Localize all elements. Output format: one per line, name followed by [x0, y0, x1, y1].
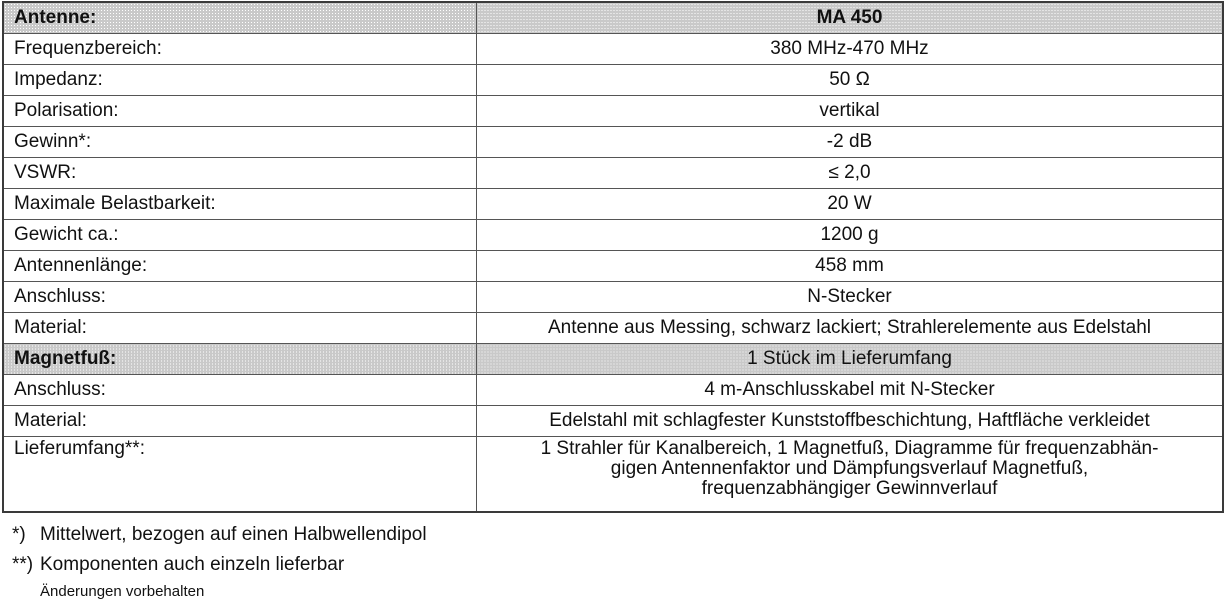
row-value: 380 MHz-470 MHz	[477, 34, 1224, 65]
row-label: Gewinn*:	[3, 127, 477, 158]
table-row	[3, 158, 1223, 189]
table-row	[3, 65, 1223, 96]
row-label: Material:	[3, 406, 477, 437]
table-row	[3, 282, 1223, 313]
footnote	[12, 550, 427, 580]
section-row-magnetfuss	[3, 344, 1223, 375]
value-line: frequenzabhängiger Gewinnverlauf	[701, 478, 998, 499]
row-label: Impedanz:	[3, 65, 477, 96]
table-row	[3, 127, 1223, 158]
disclaimer: Änderungen vorbehalten	[40, 582, 205, 600]
row-value: 458 mm	[477, 251, 1224, 282]
footnote-text: Mittelwert, bezogen auf einen Halbwellendipol	[40, 524, 427, 545]
table-row	[3, 189, 1223, 220]
spec-table	[2, 1, 1224, 513]
row-value: 1 Stück im Lieferumfang	[477, 344, 1224, 375]
table-row	[3, 406, 1223, 437]
section-row-antenne	[3, 2, 1223, 34]
footnote	[12, 520, 427, 550]
row-value: 1200 g	[477, 220, 1224, 251]
row-label: Lieferumfang**:	[3, 437, 477, 513]
table-row	[3, 96, 1223, 127]
row-value: 4 m-Anschlusskabel mit N-Stecker	[477, 375, 1224, 406]
row-label: Polarisation:	[3, 96, 477, 127]
footnotes	[12, 520, 427, 602]
table-row	[3, 251, 1223, 282]
value-line: 1 Strahler für Kanalbereich, 1 Magnetfuß, Diagramme für frequenzabhän-	[540, 438, 1159, 459]
row-value: Edelstahl mit schlagfester Kunststoffbeschichtung, Haftfläche verkleidet	[477, 406, 1224, 437]
footnote-text: Komponenten auch einzeln lieferbar	[40, 554, 345, 575]
row-value: vertikal	[477, 96, 1224, 127]
table-row	[3, 220, 1223, 251]
row-label: Antennenlänge:	[3, 251, 477, 282]
footnote-mark: *)	[12, 524, 26, 545]
row-label: VSWR:	[3, 158, 477, 189]
table-row-lieferumfang	[3, 437, 1223, 513]
row-label: Anschluss:	[3, 375, 477, 406]
row-label: Anschluss:	[3, 282, 477, 313]
row-value: MA 450	[477, 2, 1224, 34]
row-value: 50 Ω	[477, 65, 1224, 96]
row-value: 20 W	[477, 189, 1224, 220]
row-label: Antenne:	[3, 2, 477, 34]
row-label: Maximale Belastbarkeit:	[3, 189, 477, 220]
row-value: -2 dB	[477, 127, 1224, 158]
row-value	[477, 437, 1224, 513]
row-value: N-Stecker	[477, 282, 1224, 313]
row-label: Gewicht ca.:	[3, 220, 477, 251]
row-label: Frequenzbereich:	[3, 34, 477, 65]
footnote-mark: **)	[12, 554, 34, 575]
row-label: Material:	[3, 313, 477, 344]
table-row	[3, 375, 1223, 406]
row-label: Magnetfuß:	[3, 344, 477, 375]
table-row	[3, 313, 1223, 344]
table-row	[3, 34, 1223, 65]
row-value: ≤ 2,0	[477, 158, 1224, 189]
value-line: gigen Antennenfaktor und Dämpfungsverlauf Magnetfuß,	[610, 458, 1089, 479]
row-value: Antenne aus Messing, schwarz lackiert; Strahlerelemente aus Edelstahl	[477, 313, 1224, 344]
